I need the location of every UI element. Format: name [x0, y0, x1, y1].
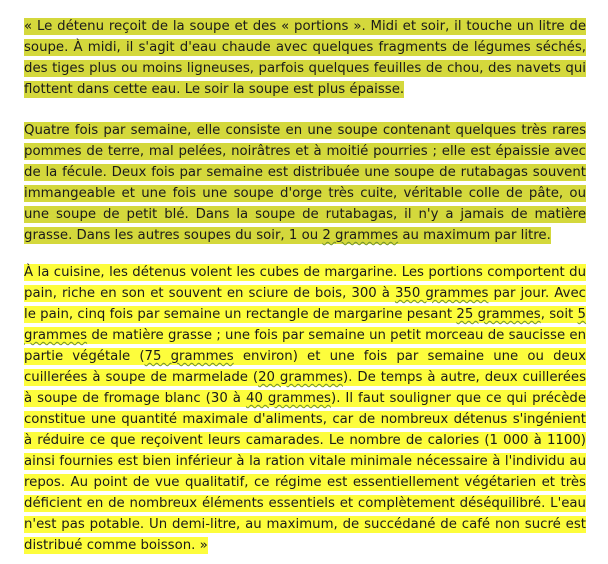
- paragraph-3-text-7: ). Il faut souligner que ce qui précède constitue une quantité maximale d'aliments, car de nombreux détenus s'ingénient à réduire ce que reçoivent leurs camarades. Le nombre de calories (1 000 à 1100) ainsi fournies est bien inférieur à la ration vitale minimale nécessaire à l'individu au repos. Au point de vue qualitatif, ce régime est essentiellement végétarien et très déficient en de nombreux éléments essentiels et complètement déséquilibré. L'eau n'est pas potable. Un demi-litre, au maximum, de succédané de café non sucré est distribué comme boisson. »: [24, 391, 587, 553]
- paragraph-3: [24, 262, 586, 556]
- spellcheck-underline-350g: 350 grammes: [394, 286, 489, 301]
- spellcheck-underline-40g: 40 grammes: [245, 391, 331, 406]
- paragraph-3-text-2: par jour. Avec le pain, cinq fois par semaine un rectangle de margarine pesant: [24, 286, 586, 322]
- spellcheck-underline-20g: 20 grammes: [258, 370, 344, 385]
- paragraph-3-highlight: [24, 264, 586, 554]
- spellcheck-underline-75g: 75 grammes: [144, 349, 234, 364]
- paragraph-2-text-a: Quatre fois par semaine, elle consiste en une soupe contenant quelques très rares pommes de terre, mal pelées, noirâtres et à moitié pourries ; elle est épaissie avec de la fécule. Deux fois par semaine est distribuée une soupe de rutabagas souvent immangeable et une fois une soupe d'orge très cuite, véritable colle de pâte, ou une soupe de petit blé. Dans la soupe de rutabagas, il n'y a jamais de matière grasse. Dans les autres soupes du soir, 1 ou: [24, 123, 586, 243]
- paragraph-3-text-1: À la cuisine, les détenus volent les cubes de margarine. Les portions comportent du pain, riche en son et souvent en sciure de bois, 300 à: [24, 265, 586, 301]
- paragraph-1: [24, 16, 586, 100]
- paragraph-2-highlight: [24, 122, 586, 244]
- spellcheck-underline-2g: 2 grammes: [322, 228, 399, 243]
- paragraph-3-text-6: ). De temps à autre, deux cuillerées à soupe de fromage blanc (30 à: [24, 370, 587, 406]
- paragraph-2: [24, 120, 586, 246]
- paragraph-2-text-b: au maximum par litre.: [398, 228, 551, 243]
- paragraph-3-text-3: , soit: [540, 307, 578, 322]
- spellcheck-underline-5g: 5 grammes: [24, 307, 587, 343]
- paragraph-3-text-5: environ) et une fois par semaine une ou deux cuillerées à soupe de marmelade (: [24, 349, 586, 385]
- paragraph-3-text-4: de matière grasse ; une fois par semaine un petit morceau de saucisse en partie végétale (: [24, 328, 586, 364]
- spellcheck-underline-25g: 25 grammes: [456, 307, 541, 322]
- paragraph-1-text: « Le détenu reçoit de la soupe et des « portions ». Midi et soir, il touche un litre de soupe. À midi, il s'agit d'eau chaude avec quelques fragments de légumes séchés, des tiges plus ou moins ligneuses, parfois quelques feuilles de chou, des navets qui flottent dans cette eau. Le soir la soupe est plus épaisse.: [24, 19, 586, 97]
